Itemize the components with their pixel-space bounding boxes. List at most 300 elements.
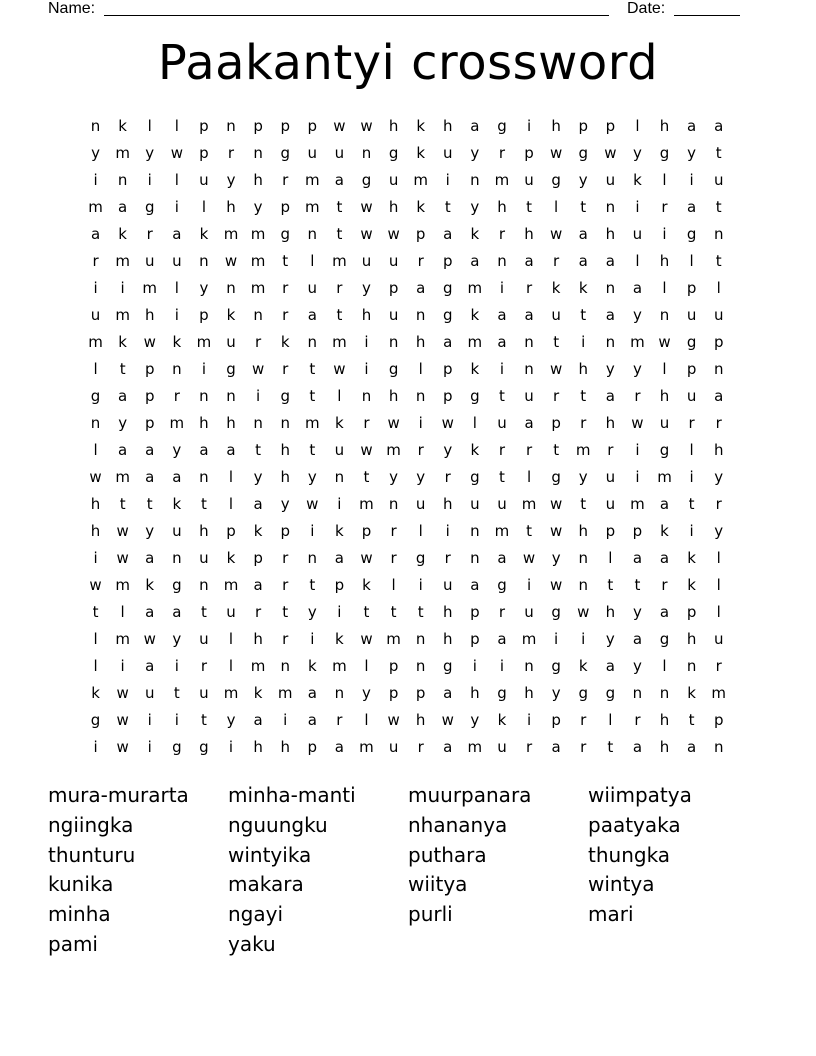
grid-cell[interactable]: u [443,576,453,594]
grid-cell[interactable]: u [713,306,724,324]
grid-cell[interactable]: t [146,495,153,513]
grid-cell[interactable]: n [524,657,534,675]
grid-cell[interactable]: t [499,468,505,486]
grid-cell[interactable]: r [661,198,668,216]
date-field[interactable] [674,0,740,16]
grid-cell[interactable]: y [416,468,426,486]
grid-cell[interactable]: h [388,117,399,135]
grid-cell[interactable]: i [337,495,342,513]
grid-cell[interactable]: a [199,441,209,459]
grid-cell[interactable]: l [337,387,342,405]
grid-cell[interactable]: w [89,576,102,594]
grid-cell[interactable]: a [551,738,561,756]
grid-cell[interactable]: r [525,441,533,459]
grid-cell[interactable]: a [578,225,588,243]
grid-cell[interactable]: r [255,603,262,621]
grid-cell[interactable]: a [172,603,182,621]
grid-cell[interactable]: i [499,279,505,297]
grid-cell[interactable]: p [713,333,724,351]
grid-cell[interactable]: k [551,279,561,297]
grid-cell[interactable]: t [309,441,316,459]
grid-cell[interactable]: i [310,630,315,648]
grid-cell[interactable]: a [334,549,344,567]
grid-cell[interactable]: r [282,279,289,297]
grid-cell[interactable]: g [497,684,507,702]
grid-cell[interactable]: g [551,468,561,486]
grid-cell[interactable]: a [307,684,317,702]
grid-cell[interactable]: i [526,576,532,594]
grid-cell[interactable]: l [662,360,667,378]
grid-cell[interactable]: m [467,738,483,756]
grid-cell[interactable]: w [387,711,400,729]
grid-cell[interactable]: r [255,333,262,351]
grid-cell[interactable]: l [93,657,98,675]
grid-cell[interactable]: p [443,252,453,270]
grid-cell[interactable]: u [686,306,697,324]
grid-cell[interactable]: y [172,441,182,459]
grid-cell[interactable]: r [525,279,533,297]
grid-cell[interactable]: k [470,225,480,243]
grid-cell[interactable]: n [307,549,318,567]
grid-cell[interactable]: n [334,468,345,486]
grid-cell[interactable]: l [662,279,667,297]
grid-cell[interactable]: a [307,306,317,324]
grid-cell[interactable]: p [443,387,453,405]
grid-cell[interactable]: w [360,198,373,216]
grid-cell[interactable]: n [578,576,588,594]
grid-cell[interactable]: g [172,576,182,594]
grid-cell[interactable]: n [578,549,588,567]
grid-cell[interactable]: y [632,657,642,675]
grid-cell[interactable]: p [388,657,399,675]
grid-cell[interactable]: g [659,630,670,648]
grid-cell[interactable]: w [577,603,590,621]
grid-cell[interactable]: k [172,333,182,351]
grid-cell[interactable]: y [470,198,480,216]
grid-cell[interactable]: t [309,576,316,594]
grid-cell[interactable]: m [332,333,347,351]
grid-cell[interactable]: h [659,738,670,756]
grid-cell[interactable]: g [605,684,616,702]
grid-cell[interactable]: k [91,684,100,702]
grid-cell[interactable]: h [144,306,155,324]
grid-cell[interactable]: r [580,414,587,432]
grid-cell[interactable]: l [418,360,423,378]
grid-cell[interactable]: h [578,522,588,540]
grid-cell[interactable]: l [635,252,640,270]
grid-cell[interactable]: l [635,117,640,135]
grid-cell[interactable]: w [550,522,563,540]
name-field[interactable] [104,0,609,16]
grid-cell[interactable]: u [172,252,182,270]
grid-cell[interactable]: t [417,603,424,621]
grid-cell[interactable]: w [360,441,373,459]
grid-cell[interactable]: y [551,684,561,702]
grid-cell[interactable]: g [551,603,561,621]
grid-cell[interactable]: g [578,684,588,702]
grid-cell[interactable]: h [605,603,616,621]
grid-cell[interactable]: r [607,441,614,459]
grid-cell[interactable]: y [714,468,724,486]
grid-cell[interactable]: i [635,441,640,459]
grid-cell[interactable]: a [307,711,317,729]
grid-cell[interactable]: y [632,144,642,162]
grid-cell[interactable]: r [417,738,424,756]
grid-cell[interactable]: a [118,198,128,216]
grid-cell[interactable]: m [386,441,401,459]
grid-cell[interactable]: r [715,495,722,513]
grid-cell[interactable]: a [714,387,724,405]
grid-cell[interactable]: t [336,306,343,324]
grid-cell[interactable]: r [417,252,424,270]
grid-cell[interactable]: p [551,711,561,729]
grid-cell[interactable]: t [526,522,532,540]
grid-cell[interactable]: g [551,171,561,189]
grid-cell[interactable]: l [391,576,396,594]
grid-cell[interactable]: k [687,684,696,702]
grid-cell[interactable]: m [115,576,130,594]
grid-cell[interactable]: u [361,252,372,270]
grid-cell[interactable]: t [688,711,695,729]
grid-cell[interactable]: y [605,360,615,378]
grid-cell[interactable]: a [605,252,615,270]
grid-cell[interactable]: a [524,414,534,432]
grid-cell[interactable]: p [307,117,318,135]
grid-cell[interactable]: n [253,306,263,324]
grid-cell[interactable]: m [575,441,591,459]
grid-cell[interactable]: w [89,468,102,486]
grid-cell[interactable]: i [445,171,450,189]
grid-cell[interactable]: u [334,441,345,459]
grid-cell[interactable]: n [388,333,399,351]
grid-cell[interactable]: i [445,522,450,540]
grid-cell[interactable]: l [716,549,721,567]
grid-cell[interactable]: h [470,684,480,702]
grid-cell[interactable]: k [335,522,344,540]
grid-cell[interactable]: n [334,684,345,702]
grid-cell[interactable]: h [605,225,616,243]
grid-cell[interactable]: u [524,387,534,405]
grid-cell[interactable]: m [115,468,130,486]
grid-cell[interactable]: h [443,630,453,648]
grid-cell[interactable]: u [605,495,616,513]
grid-cell[interactable]: n [524,360,534,378]
grid-cell[interactable]: a [659,549,670,567]
grid-cell[interactable]: k [362,576,371,594]
grid-cell[interactable]: t [634,576,641,594]
grid-cell[interactable]: a [659,495,670,513]
grid-cell[interactable]: n [470,549,480,567]
grid-cell[interactable]: p [388,684,399,702]
grid-cell[interactable]: p [551,414,561,432]
grid-cell[interactable]: h [686,630,697,648]
grid-cell[interactable]: n [497,252,507,270]
grid-cell[interactable]: u [307,144,318,162]
grid-cell[interactable]: y [362,279,371,297]
grid-cell[interactable]: p [199,306,209,324]
grid-cell[interactable]: u [497,738,507,756]
grid-cell[interactable]: l [93,360,98,378]
grid-cell[interactable]: k [199,225,209,243]
grid-cell[interactable]: w [143,333,156,351]
grid-cell[interactable]: h [659,252,670,270]
grid-cell[interactable]: y [470,711,480,729]
grid-cell[interactable]: u [605,171,616,189]
grid-cell[interactable]: n [632,684,643,702]
grid-cell[interactable]: p [226,522,236,540]
grid-cell[interactable]: g [172,738,182,756]
grid-cell[interactable]: u [632,225,643,243]
grid-cell[interactable]: r [634,387,641,405]
grid-cell[interactable]: w [360,225,373,243]
grid-cell[interactable]: u [605,468,616,486]
grid-cell[interactable]: t [688,495,695,513]
grid-cell[interactable]: a [443,333,453,351]
grid-cell[interactable]: i [337,603,342,621]
grid-cell[interactable]: m [115,144,130,162]
grid-cell[interactable]: r [282,630,289,648]
grid-cell[interactable]: p [144,414,155,432]
grid-cell[interactable]: r [336,279,343,297]
grid-cell[interactable]: w [360,117,373,135]
grid-cell[interactable]: n [253,144,263,162]
grid-cell[interactable]: n [605,198,616,216]
grid-cell[interactable]: n [90,414,101,432]
grid-cell[interactable]: p [524,144,534,162]
grid-cell[interactable]: u [388,738,399,756]
grid-cell[interactable]: t [336,225,343,243]
grid-cell[interactable]: r [417,441,424,459]
grid-cell[interactable]: l [174,171,179,189]
grid-cell[interactable]: i [174,198,179,216]
grid-cell[interactable]: r [525,738,533,756]
grid-cell[interactable]: n [713,360,724,378]
grid-cell[interactable]: i [147,711,152,729]
grid-cell[interactable]: t [200,711,207,729]
grid-cell[interactable]: a [659,603,670,621]
grid-cell[interactable]: g [361,171,372,189]
grid-cell[interactable]: t [607,738,614,756]
grid-cell[interactable]: a [605,657,615,675]
grid-cell[interactable]: a [605,387,615,405]
grid-cell[interactable]: m [277,684,293,702]
grid-cell[interactable]: a [497,306,507,324]
grid-cell[interactable]: a [470,252,480,270]
grid-cell[interactable]: h [443,603,453,621]
grid-cell[interactable]: y [578,468,588,486]
grid-cell[interactable]: r [498,441,506,459]
grid-cell[interactable]: r [390,522,397,540]
grid-cell[interactable]: a [497,549,507,567]
grid-cell[interactable]: p [578,117,588,135]
grid-cell[interactable]: m [88,198,103,216]
grid-cell[interactable]: n [361,387,372,405]
grid-cell[interactable]: g [280,387,290,405]
grid-cell[interactable]: l [526,468,532,486]
grid-cell[interactable]: u [172,522,182,540]
grid-cell[interactable]: a [687,198,697,216]
grid-cell[interactable]: a [687,738,697,756]
grid-cell[interactable]: l [418,522,423,540]
grid-cell[interactable]: y [443,441,453,459]
grid-cell[interactable]: p [199,117,209,135]
grid-cell[interactable]: y [632,603,642,621]
grid-cell[interactable]: m [359,738,374,756]
grid-cell[interactable]: u [144,252,155,270]
grid-cell[interactable]: h [713,441,724,459]
grid-cell[interactable]: h [253,171,263,189]
grid-cell[interactable]: g [90,387,101,405]
grid-cell[interactable]: m [467,333,483,351]
grid-cell[interactable]: l [716,603,721,621]
grid-cell[interactable]: w [550,495,563,513]
grid-cell[interactable]: w [143,630,156,648]
grid-cell[interactable]: n [253,414,263,432]
grid-cell[interactable]: k [416,144,426,162]
grid-cell[interactable]: h [280,738,290,756]
grid-cell[interactable]: u [686,387,697,405]
grid-cell[interactable]: k [335,630,344,648]
grid-cell[interactable]: a [632,738,643,756]
grid-cell[interactable]: k [497,711,507,729]
grid-cell[interactable]: a [253,576,263,594]
grid-cell[interactable]: y [91,144,100,162]
grid-cell[interactable]: a [172,468,182,486]
grid-cell[interactable]: t [715,198,722,216]
grid-cell[interactable]: k [118,225,127,243]
grid-cell[interactable]: y [551,549,561,567]
grid-cell[interactable]: w [224,252,238,270]
grid-cell[interactable]: r [282,171,289,189]
grid-cell[interactable]: m [250,279,266,297]
grid-cell[interactable]: n [90,117,101,135]
grid-cell[interactable]: u [497,495,507,513]
grid-cell[interactable]: t [580,306,587,324]
grid-cell[interactable]: h [524,684,534,702]
grid-cell[interactable]: t [173,684,180,702]
grid-cell[interactable]: u [388,306,399,324]
grid-cell[interactable]: a [416,279,426,297]
grid-cell[interactable]: k [253,684,263,702]
grid-cell[interactable]: i [283,711,288,729]
grid-cell[interactable]: r [92,252,99,270]
grid-cell[interactable]: a [632,630,643,648]
grid-cell[interactable]: i [499,657,505,675]
grid-cell[interactable]: p [144,360,155,378]
grid-cell[interactable]: n [280,414,290,432]
grid-cell[interactable]: p [415,684,426,702]
grid-cell[interactable]: r [553,387,560,405]
grid-cell[interactable]: l [689,441,694,459]
grid-cell[interactable]: k [172,495,182,513]
grid-cell[interactable]: n [199,387,209,405]
grid-cell[interactable]: l [174,117,179,135]
grid-cell[interactable]: g [578,144,588,162]
grid-cell[interactable]: t [282,252,289,270]
grid-cell[interactable]: l [364,657,369,675]
grid-cell[interactable]: r [282,360,289,378]
grid-cell[interactable]: w [360,630,373,648]
grid-cell[interactable]: a [497,333,507,351]
grid-cell[interactable]: m [494,522,510,540]
grid-cell[interactable]: i [93,738,98,756]
grid-cell[interactable]: l [310,252,315,270]
grid-cell[interactable]: n [713,738,724,756]
grid-cell[interactable]: n [117,171,128,189]
grid-cell[interactable]: k [578,279,588,297]
grid-cell[interactable]: a [334,171,344,189]
grid-cell[interactable]: a [443,225,453,243]
grid-cell[interactable]: k [470,441,480,459]
grid-cell[interactable]: i [174,306,179,324]
grid-cell[interactable]: r [580,711,587,729]
grid-cell[interactable]: m [196,333,212,351]
grid-cell[interactable]: n [470,171,480,189]
grid-cell[interactable]: i [201,360,206,378]
grid-cell[interactable]: g [199,738,209,756]
grid-cell[interactable]: l [716,576,721,594]
grid-cell[interactable]: h [415,333,426,351]
grid-cell[interactable]: w [360,549,373,567]
grid-cell[interactable]: n [307,333,318,351]
grid-cell[interactable]: y [226,171,236,189]
grid-cell[interactable]: i [418,414,423,432]
grid-cell[interactable]: n [415,630,426,648]
grid-cell[interactable]: m [223,576,239,594]
grid-cell[interactable]: w [251,360,265,378]
grid-cell[interactable]: p [280,117,290,135]
grid-cell[interactable]: l [93,630,98,648]
grid-cell[interactable]: k [118,117,127,135]
grid-cell[interactable]: t [526,198,532,216]
grid-cell[interactable]: m [115,252,130,270]
grid-cell[interactable]: n [470,522,480,540]
grid-cell[interactable]: h [253,738,263,756]
grid-cell[interactable]: a [632,279,643,297]
grid-cell[interactable]: r [146,225,153,243]
grid-cell[interactable]: r [282,576,289,594]
grid-cell[interactable]: n [199,468,209,486]
grid-cell[interactable]: m [304,414,320,432]
grid-cell[interactable]: y [280,495,290,513]
grid-cell[interactable]: k [660,522,669,540]
grid-cell[interactable]: m [359,495,374,513]
grid-cell[interactable]: m [115,630,130,648]
grid-cell[interactable]: k [226,306,236,324]
grid-cell[interactable]: g [280,144,290,162]
grid-cell[interactable]: p [605,522,616,540]
grid-cell[interactable]: r [444,549,451,567]
grid-cell[interactable]: u [470,495,480,513]
grid-cell[interactable]: a [443,684,453,702]
grid-cell[interactable]: g [470,468,480,486]
grid-cell[interactable]: n [605,333,616,351]
grid-cell[interactable]: p [388,279,399,297]
grid-cell[interactable]: r [715,657,722,675]
grid-cell[interactable]: w [306,495,319,513]
grid-cell[interactable]: k [416,198,426,216]
grid-cell[interactable]: n [524,333,534,351]
grid-cell[interactable]: l [364,711,369,729]
grid-cell[interactable]: l [608,711,613,729]
grid-cell[interactable]: h [659,711,670,729]
grid-cell[interactable]: y [253,198,263,216]
grid-cell[interactable]: g [686,333,697,351]
grid-cell[interactable]: a [118,441,128,459]
grid-cell[interactable]: m [169,414,185,432]
grid-cell[interactable]: u [415,495,426,513]
grid-cell[interactable]: t [119,360,126,378]
